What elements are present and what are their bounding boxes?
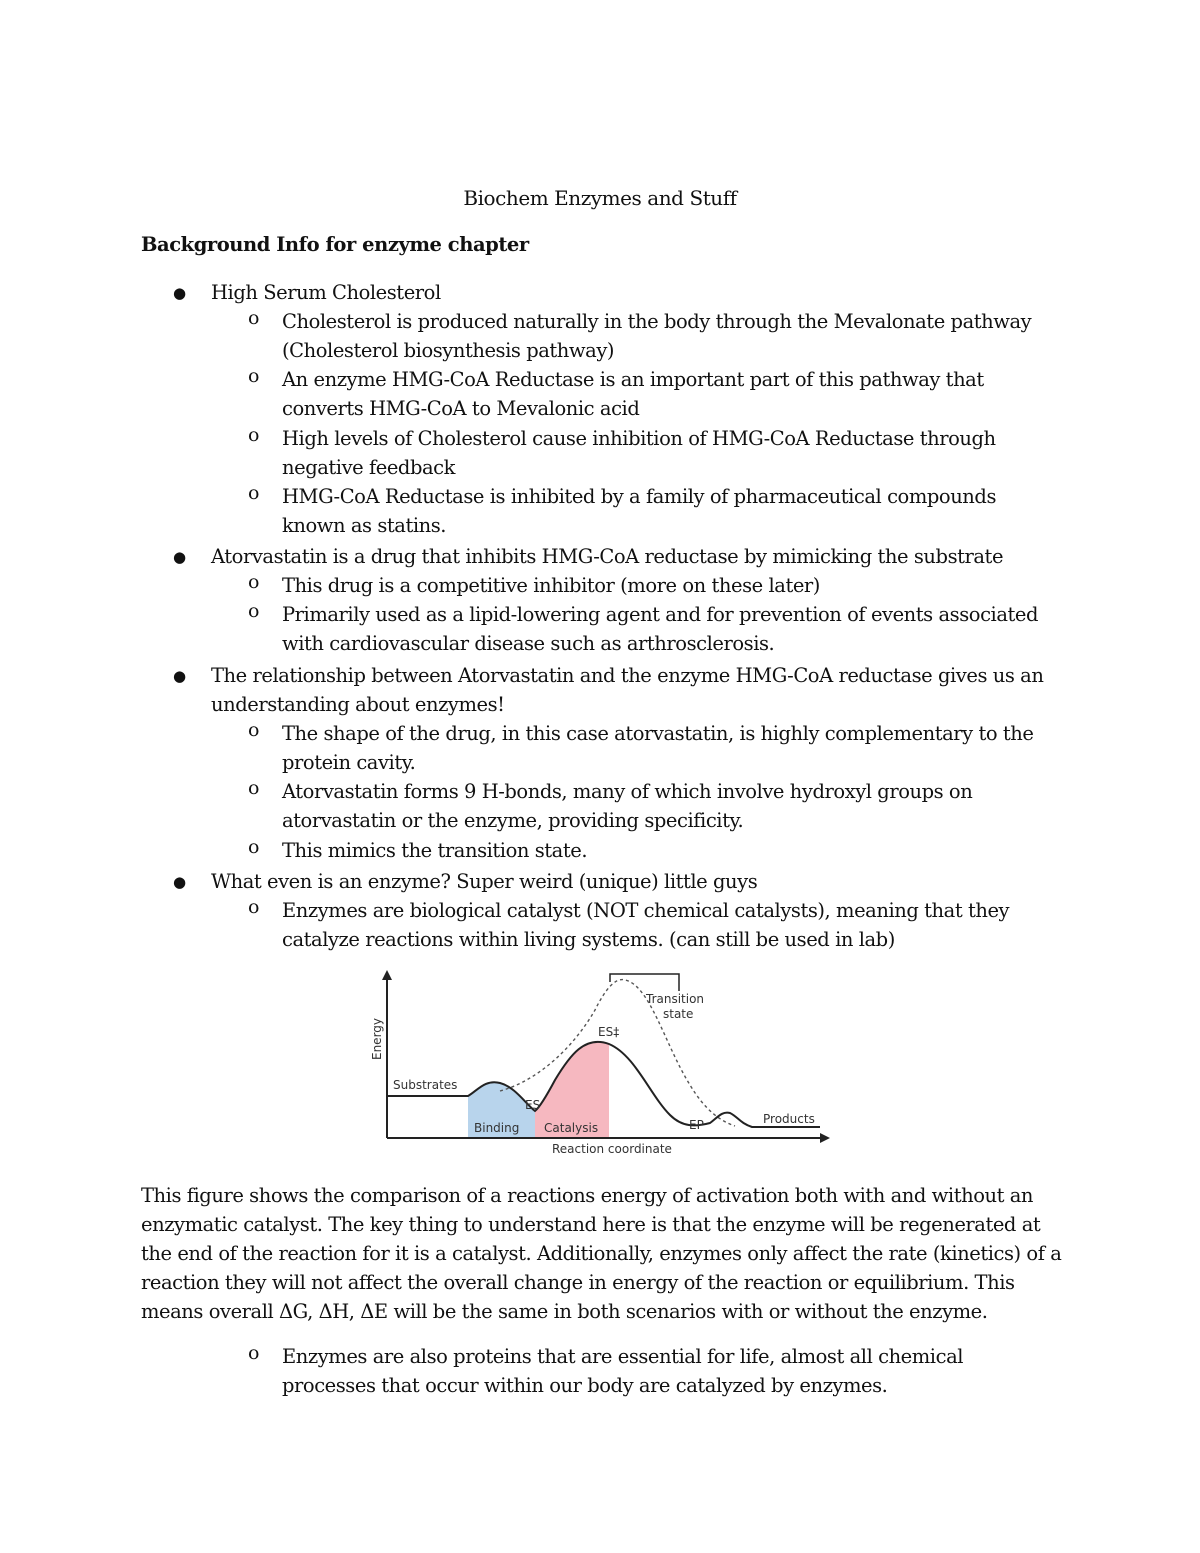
list-item: What even is an enzyme? Super weird (unique) little guys bbox=[211, 870, 758, 893]
sub-bullet-marker: o bbox=[248, 482, 259, 504]
sub-bullet-marker: o bbox=[248, 571, 259, 593]
sub-bullet-marker: o bbox=[248, 1342, 259, 1364]
sub-bullet-marker: o bbox=[248, 896, 259, 918]
sub-bullet-marker: o bbox=[248, 600, 259, 622]
ep-label: EP bbox=[689, 1118, 704, 1132]
bullet-marker: ● bbox=[173, 284, 186, 302]
list-item: High Serum Cholesterol bbox=[211, 281, 441, 304]
sub-list-item: High levels of Cholesterol cause inhibition of HMG-CoA Reductase through negative feedback bbox=[282, 427, 996, 479]
bullet-marker: ● bbox=[173, 667, 186, 685]
sub-list-item: Enzymes are also proteins that are essential for life, almost all chemical processes that occur within our body are catalyzed by enzymes. bbox=[282, 1345, 964, 1397]
list-item: Atorvastatin is a drug that inhibits HMG-CoA reductase by mimicking the substrate bbox=[211, 545, 1004, 568]
explanation-paragraph: This figure shows the comparison of a reactions energy of activation both with and without an enzymatic catalyst. The key thing to understand here is that the enzyme will be regenerated at the end of the reaction for it is a catalyst. Additionally, enzymes only affect the rate (kinetics) of a reaction they will not affect the overall change in energy of the reaction or equilibrium. This means overall ΔG, ΔH, ΔE will be the same in both scenarios with or without the enzyme. bbox=[141, 1184, 1062, 1323]
sub-bullet-marker: o bbox=[248, 424, 259, 446]
substrates-label: Substrates bbox=[393, 1078, 458, 1092]
sub-bullet-marker: o bbox=[248, 719, 259, 741]
list-item: The relationship between Atorvastatin and the enzyme HMG-CoA reductase gives us an understanding about enzymes! bbox=[211, 664, 1044, 716]
x-axis-label: Reaction coordinate bbox=[552, 1142, 672, 1156]
catalysis-label: Catalysis bbox=[544, 1121, 599, 1135]
sub-list-item: This drug is a competitive inhibitor (more on these later) bbox=[282, 574, 820, 597]
section-heading: Background Info for enzyme chapter bbox=[141, 233, 529, 256]
bullet-marker: ● bbox=[173, 548, 186, 566]
transition-state-bracket bbox=[610, 974, 679, 991]
bullet-marker: ● bbox=[173, 873, 186, 891]
transition-state-label-line1: Transition bbox=[646, 992, 705, 1006]
sub-list-item: Enzymes are biological catalyst (NOT chemical catalysts), meaning that they catalyze reactions within living systems. (can still be used in lab) bbox=[282, 899, 1010, 951]
transition-state-label-line2: state bbox=[663, 1007, 694, 1021]
sub-bullet-marker: o bbox=[248, 836, 259, 858]
document-title: Biochem Enzymes and Stuff bbox=[463, 186, 737, 210]
sub-bullet-marker: o bbox=[248, 307, 259, 329]
y-axis-arrow bbox=[382, 970, 392, 980]
binding-label: Binding bbox=[474, 1121, 520, 1135]
products-label: Products bbox=[763, 1112, 815, 1126]
energy-diagram-figure bbox=[360, 965, 840, 1165]
sub-list-item: Cholesterol is produced naturally in the body through the Mevalonate pathway (Cholesterol biosynthesis pathway) bbox=[282, 310, 1032, 362]
sub-bullet-marker: o bbox=[248, 777, 259, 799]
sub-list-item: This mimics the transition state. bbox=[282, 839, 588, 862]
sub-list-item: HMG-CoA Reductase is inhibited by a family of pharmaceutical compounds known as statins. bbox=[282, 485, 997, 537]
y-axis-label: Energy bbox=[370, 1017, 384, 1060]
es-label: ES bbox=[525, 1098, 541, 1112]
sub-list-item: The shape of the drug, in this case atorvastatin, is highly complementary to the protein cavity. bbox=[282, 722, 1034, 774]
sub-list-item: Primarily used as a lipid-lowering agent and for prevention of events associated with cardiovascular disease such as arthrosclerosis. bbox=[282, 603, 1039, 655]
es-transition-label: ES‡ bbox=[598, 1025, 620, 1039]
sub-list-item: Atorvastatin forms 9 H-bonds, many of which involve hydroxyl groups on atorvastatin or the enzyme, providing specificity. bbox=[282, 780, 973, 832]
sub-list-item: An enzyme HMG-CoA Reductase is an important part of this pathway that converts HMG-CoA to Mevalonic acid bbox=[282, 368, 984, 420]
sub-bullet-marker: o bbox=[248, 365, 259, 387]
x-axis-arrow bbox=[820, 1133, 830, 1143]
